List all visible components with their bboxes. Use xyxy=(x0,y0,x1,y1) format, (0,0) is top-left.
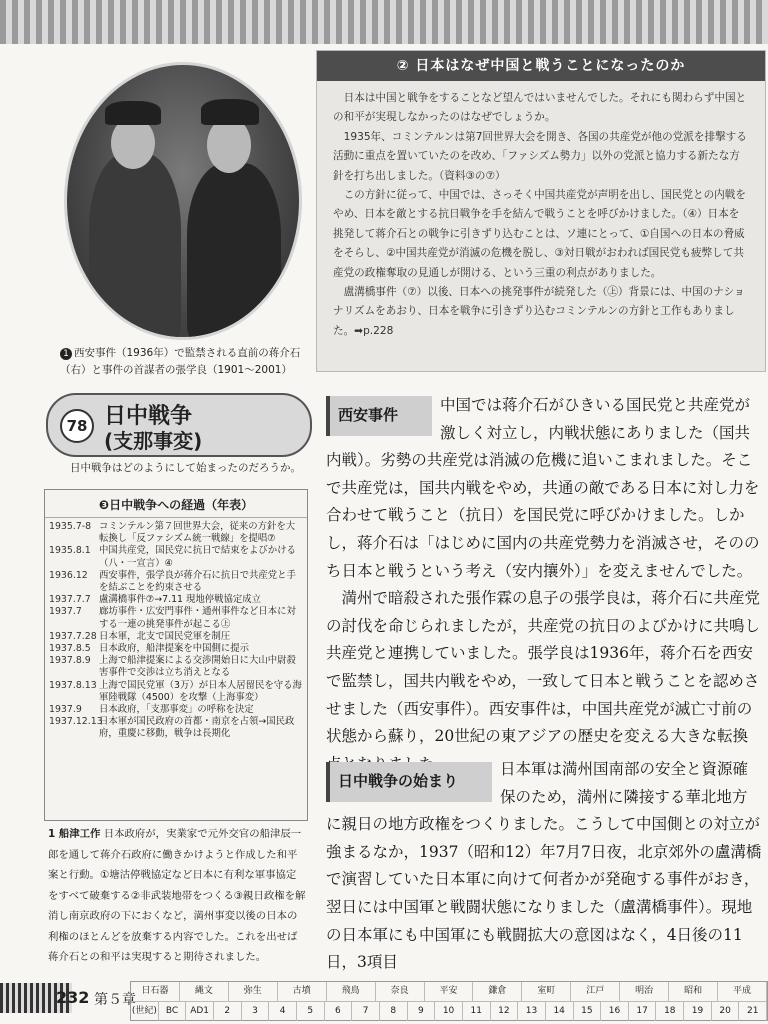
footnote-text: 日本政府が，実業家で元外交官の船津辰一郎を通して蒋介石政府に働きかけようと作成した和平案と行動。①塘沽停戦協定など日本に有利な軍事協定をすべて破棄する②非武装地帯をつくる③親日政権を解消し南京政府の下におくなど，満州事変以後の日本の利権のほとんどを放棄する内容でした。これを出せば蒋介石との和平は実現すると期待されました。 xyxy=(48,828,306,963)
era-cell: 平安 xyxy=(425,982,474,1001)
century-cell: AD1 xyxy=(186,1002,214,1021)
footnote-label: 1 船津工作 xyxy=(48,828,101,840)
century-cell: 12 xyxy=(491,1002,519,1021)
era-cell: 縄文 xyxy=(180,982,229,1001)
section-nicchu xyxy=(326,756,762,977)
timeline-date: 1937.8.13 xyxy=(49,679,97,691)
timeline-rows xyxy=(45,517,307,741)
century-cell: 9 xyxy=(408,1002,436,1021)
timeline-text: 上海で船津提案による交渉開始日に大山中尉殺害事件で交渉は立ち消えとなる xyxy=(99,655,296,679)
timeline-text: 上海で国民党軍（3万）が日本人居留民を守る海軍陸戦隊（4500）を攻撃（上海事変） xyxy=(99,679,302,703)
page-number: 232 xyxy=(56,988,90,1007)
century-cell: 16 xyxy=(601,1002,629,1021)
timeline-row xyxy=(45,643,307,655)
timeline-row xyxy=(45,655,307,679)
timeline-text: 盧溝橋事件⑦→7.11 現地停戦協定成立 xyxy=(99,594,261,606)
century-cell: BC xyxy=(159,1002,187,1021)
century-cell: 17 xyxy=(629,1002,657,1021)
timeline-row xyxy=(45,631,307,643)
timeline-date: 1937.7.28 xyxy=(49,630,97,642)
section-heading: 日中戦争の始まり xyxy=(326,762,492,802)
cap-left xyxy=(105,101,161,125)
top-stripe-border xyxy=(0,0,768,44)
era-cell: 飛鳥 xyxy=(327,982,376,1001)
cap-right xyxy=(201,99,259,125)
timeline-box xyxy=(44,489,308,821)
timeline-date: 1935.8.1 xyxy=(49,545,91,557)
caption-number: 1 xyxy=(60,348,72,360)
lesson-title-line2: (支那事変) xyxy=(104,429,203,453)
century-cell: 15 xyxy=(574,1002,602,1021)
century-cell: 13 xyxy=(518,1002,546,1021)
timeline-date: 1937.9 xyxy=(49,704,82,716)
era-cell: 古墳 xyxy=(278,982,327,1001)
century-cell: 19 xyxy=(684,1002,712,1021)
century-cell: 6 xyxy=(325,1002,353,1021)
lesson-number: 78 xyxy=(60,409,94,443)
face-right xyxy=(207,117,251,173)
era-names-row xyxy=(131,982,767,1002)
timeline-row xyxy=(45,545,307,569)
timeline-date: 1937.7 xyxy=(49,606,82,618)
figure-left xyxy=(89,153,181,340)
era-cell: 鎌倉 xyxy=(473,982,522,1001)
century-cell: 4 xyxy=(269,1002,297,1021)
timeline-date: 1937.8.9 xyxy=(49,655,91,667)
timeline-row xyxy=(45,606,307,630)
timeline-row xyxy=(45,570,307,594)
chapter-label: 第５章 xyxy=(94,992,136,1008)
century-cell: 18 xyxy=(656,1002,684,1021)
era-cell: 奈良 xyxy=(376,982,425,1001)
footnote xyxy=(48,824,306,968)
timeline-date: 1937.8.5 xyxy=(49,643,91,655)
timeline-row xyxy=(45,704,307,716)
century-cell: 3 xyxy=(242,1002,270,1021)
column-body xyxy=(317,81,765,341)
century-cell: 20 xyxy=(712,1002,740,1021)
timeline-row xyxy=(45,594,307,606)
page-footer xyxy=(0,975,768,1024)
era-cell: 弥生 xyxy=(229,982,278,1001)
century-cell: 8 xyxy=(380,1002,408,1021)
era-cell: 江戸 xyxy=(571,982,620,1001)
era-cell: 日石器 xyxy=(131,982,180,1001)
era-timeline-bar xyxy=(130,981,768,1021)
timeline-date: 1935.7-8 xyxy=(49,521,92,532)
timeline-text: 西安事件，張学良が蒋介石に抗日で共産党と手を結ぶことを約束させる xyxy=(99,569,296,594)
timeline-text: 日本軍が国民政府の首都・南京を占領→国民政府，重慶に移動，戦争は長期化 xyxy=(99,716,295,740)
historical-photo xyxy=(64,62,302,340)
timeline-text: 中国共産党，国民党に抗日で結束をよびかける（八・一宣言）④ xyxy=(99,545,296,569)
figure-right xyxy=(187,163,281,340)
timeline-text: 廊坊事件・広安門事件・通州事件など日本に対する一連の挑発事件が起こる㊤ xyxy=(99,606,296,630)
century-row xyxy=(131,1002,767,1021)
century-cell: 5 xyxy=(297,1002,325,1021)
caption-line-1: 1 西安事件（1936年）で監禁される直前の蒋介石 xyxy=(60,345,310,362)
photo-caption xyxy=(60,345,310,379)
timeline-row xyxy=(45,521,307,545)
timeline-date: 1937.12.13 xyxy=(49,716,103,728)
century-cell: 14 xyxy=(546,1002,574,1021)
century-cell: (世紀) xyxy=(131,1002,159,1021)
century-cell: 21 xyxy=(739,1002,767,1021)
timeline-text: コミンテルン第７回世界大会，従来の方針を大転換し「反ファシズム統一戦線」を提唱⑦ xyxy=(99,521,296,545)
section-paragraph: 中国では蒋介石がひきいる国民党と共産党が激しく対立し，内戦状態にありました（国共内戦）。劣勢の共産党は消滅の危機に追いこまれました。そこで共産党は，国共内戦をやめ，共通の敵である日本に対し力を合わせて戦うこと（抗日）を国民党に呼びかけました。しかし，蒋介石は「はじめに国内の共産党勢力を消滅させ，そののち日本と戦うという考え（安内攘外）」を変えませんでした。 xyxy=(326,396,760,580)
column-title: ② 日本はなぜ中国と戦うことになったのか xyxy=(317,51,765,81)
timeline-text: 日本政府，船津提案を中国側に提示 xyxy=(99,643,250,655)
era-cell: 明治 xyxy=(620,982,669,1001)
century-cell: 2 xyxy=(214,1002,242,1021)
section-seian xyxy=(326,392,762,778)
caption-line-2: （右）と事件の首謀者の張学良（1901～2001） xyxy=(60,364,292,376)
timeline-row xyxy=(45,716,307,740)
timeline-row xyxy=(45,680,307,704)
column-paragraph: 盧溝橋事件（⑦）以後、日本への挑発事件が続発した（㊤）背景には、中国のナショナリズムをあおり、日本を戦争に引きずり込むコミンテルンの方針と工作もありました。➡p.228 xyxy=(333,286,745,337)
column-paragraph: 1935年、コミンテルンは第7回世界大会を開き、各国の共産党が他の党派を排撃する活動に重点を置いていたのを改め、「ファシズム勢力」以外の党派と協力する新たな方針を打ち出しました。（資料③の⑦） xyxy=(333,130,747,182)
era-cell: 昭和 xyxy=(669,982,718,1001)
section-paragraph: 日本軍は満州国南部の安全と資源確保のため，満州に隣接する華北地方に親日の地方政権をつくりました。こうして中国側との対立が強まるなか，1937（昭和12）年7月7日夜，北京郊外の盧溝橋で演習していた日本軍に向けて何者かが発砲する事件がおき，翌日には中国軍と戦闘状態になりました（盧溝橋事件）。現地の日本軍にも中国軍にも戦闘拡大の意図はなく，4日後の11日，3項目 xyxy=(326,760,762,972)
era-cell: 平成 xyxy=(718,982,767,1001)
timeline-date: 1936.12 xyxy=(49,569,88,581)
lesson-title-line1: 日中戦争 xyxy=(104,404,193,429)
century-cell: 7 xyxy=(352,1002,380,1021)
timeline-title: ❸日中戦争への経過（年表） xyxy=(98,498,254,512)
lesson-title-box xyxy=(46,393,312,457)
lesson-question: 日中戦争はどのようにして始まったのだろうか。 xyxy=(70,462,301,474)
section-paragraph: 満州で暗殺された張作霖の息子の張学良は，蒋介石に共産党の討伐を命じられましたが，共産党の抗日のよびかけに共鳴し共産党と連携していました。張学良は1936年，蒋介石を西安で監禁し，国共内戦をやめ，一致して日本と戦うことを認めさせました（西安事件）。西安事件は，中国共産党が滅亡寸前の状態から蘇り，20世紀の東アジアの歴史を変える大きな転換 xyxy=(326,589,761,746)
era-cell: 室町 xyxy=(522,982,571,1001)
century-cell: 11 xyxy=(463,1002,491,1021)
century-cell: 10 xyxy=(435,1002,463,1021)
timeline-text: 日本政府，「支那事変」の呼称を決定 xyxy=(99,704,254,716)
column-paragraph: 日本は中国と戦争をすることなど望んではいませんでした。それにも関わらず中国との和平が実現しなかったのはなぜでしょうか。 xyxy=(333,92,747,124)
timeline-date: 1937.7.7 xyxy=(49,594,91,606)
column-paragraph: この方針に従って、中国では、さっそく中国共産党が声明を出し、国民党との内戦をやめ、日本を敵とする抗日戦争を手を結んで戦うことを呼びかけました。（④）日本を挑発して蒋介石との戦争に引きずり込むことは、ソ連にとって、①自国への日本の脅威をそらし、②中国共産党が消滅の危機を脱し、③対日戦がおわれば国民党も疲弊して共産党の政権奪取の見通しが開ける、という三重の利点がありました。 xyxy=(333,189,746,279)
timeline-text: 日本軍，北支で国民党軍を制圧 xyxy=(99,630,231,642)
column-box xyxy=(316,50,766,372)
section-heading: 西安事件 xyxy=(326,396,432,436)
